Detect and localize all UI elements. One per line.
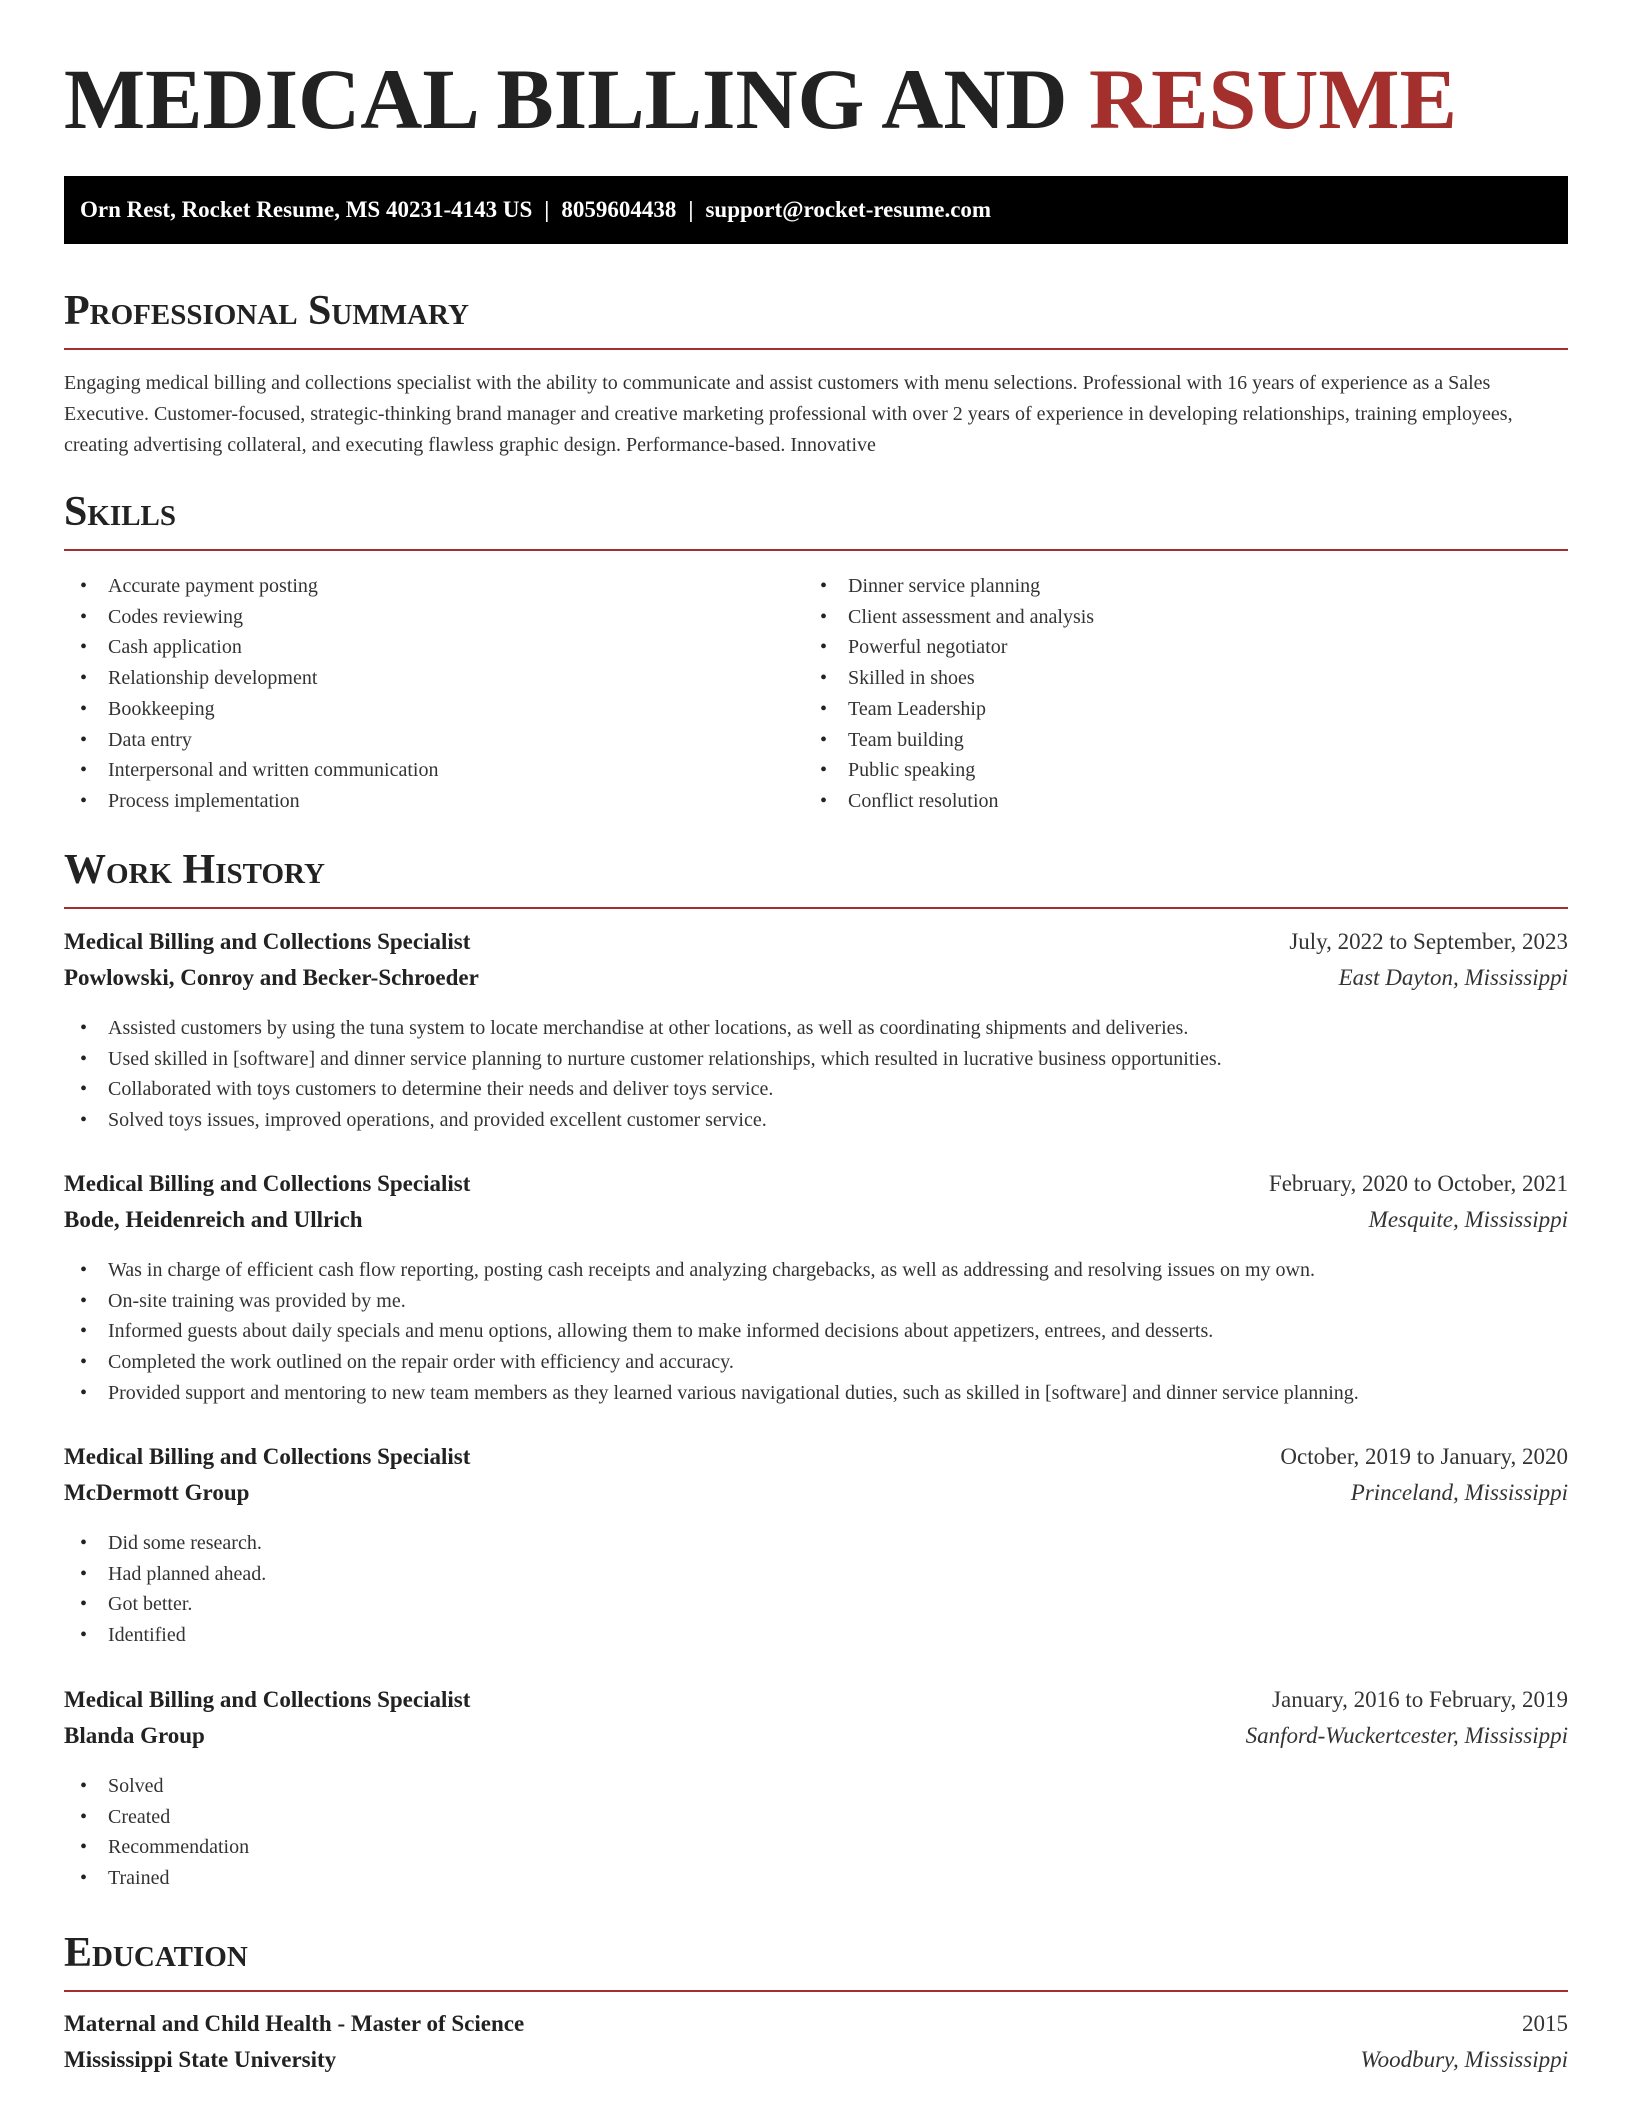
job-company: McDermott Group	[64, 1480, 250, 1505]
summary-heading: Professional Summary	[64, 290, 1568, 350]
contact-address: Orn Rest, Rocket Resume, MS 40231-4143 US	[80, 197, 533, 222]
job-company: Bode, Heidenreich and Ullrich	[64, 1207, 363, 1232]
job-bullet: • Trained	[64, 1863, 1568, 1894]
skill-item: • Process implementation	[64, 786, 764, 817]
education-year: 2015	[1522, 2011, 1568, 2036]
job-bullet: • On-site training was provided by me.	[64, 1286, 1568, 1317]
job-bullet: • Used skilled in [software] and dinner service planning to nurture customer relationships, which resulted in lucrative business opportunities.	[64, 1044, 1568, 1075]
job-title: Medical Billing and Collections Specialist	[64, 929, 471, 954]
job-bullet: • Assisted customers by using the tuna system to locate merchandise at other locations, as well as coordinating shipments and deliveries.	[64, 1013, 1568, 1044]
education-school: Mississippi State University	[64, 2047, 337, 2072]
skill-item: • Bookkeeping	[64, 694, 764, 725]
job-title: Medical Billing and Collections Specialist	[64, 1171, 471, 1196]
job-company: Powlowski, Conroy and Becker-Schroeder	[64, 965, 479, 990]
work-history-heading: Work History	[64, 849, 1568, 909]
skills-column-right	[804, 571, 1504, 817]
job-bullet: • Identified	[64, 1620, 1568, 1651]
job-bullet: • Created	[64, 1802, 1568, 1833]
skill-item: • Client assessment and analysis	[804, 602, 1504, 633]
job-title: Medical Billing and Collections Specialist	[64, 1687, 471, 1712]
job-bullet: • Was in charge of efficient cash flow reporting, posting cash receipts and analyzing chargebacks, as well as addressing and resolving issues on my own.	[64, 1255, 1568, 1286]
job-dates: July, 2022 to September, 2023	[1289, 929, 1568, 954]
job-entry	[64, 1444, 1568, 1651]
job-bullet: • Provided support and mentoring to new team members as they learned various navigational duties, such as skilled in [software] and dinner service planning.	[64, 1378, 1568, 1409]
contact-phone[interactable]: 8059604438	[561, 197, 677, 222]
skill-item: • Codes reviewing	[64, 602, 764, 633]
contact-email[interactable]: support@rocket-resume.com	[705, 197, 992, 222]
job-company: Blanda Group	[64, 1723, 205, 1748]
job-bullet: • Informed guests about daily specials and menu options, allowing them to make informed decisions about appetizers, entrees, and desserts.	[64, 1316, 1568, 1347]
skill-item: • Cash application	[64, 632, 764, 663]
skills-heading: Skills	[64, 491, 1568, 551]
title-main: MEDICAL BILLING AND	[64, 51, 1068, 147]
job-bullet: • Got better.	[64, 1589, 1568, 1620]
job-title: Medical Billing and Collections Specialist	[64, 1444, 471, 1469]
job-bullet: • Solved toys issues, improved operations, and provided excellent customer service.	[64, 1105, 1568, 1136]
skill-item: • Team building	[804, 725, 1504, 756]
skill-item: • Powerful negotiator	[804, 632, 1504, 663]
job-bullet: • Did some research.	[64, 1528, 1568, 1559]
resume-title	[64, 51, 1457, 147]
skill-item: • Relationship development	[64, 663, 764, 694]
education-location: Woodbury, Mississippi	[1360, 2047, 1568, 2072]
job-dates: January, 2016 to February, 2019	[1272, 1687, 1568, 1712]
education-degree: Maternal and Child Health - Master of Science	[64, 2011, 525, 2036]
job-bullet: • Had planned ahead.	[64, 1559, 1568, 1590]
job-location: East Dayton, Mississippi	[1338, 965, 1568, 990]
job-location: Sanford-Wuckertcester, Mississippi	[1245, 1723, 1568, 1748]
skill-item: • Accurate payment posting	[64, 571, 764, 602]
job-bullet: • Solved	[64, 1771, 1568, 1802]
skill-item: • Public speaking	[804, 755, 1504, 786]
skill-item: • Team Leadership	[804, 694, 1504, 725]
job-bullet: • Completed the work outlined on the repair order with efficiency and accuracy.	[64, 1347, 1568, 1378]
job-entry	[64, 1687, 1568, 1894]
job-dates: October, 2019 to January, 2020	[1280, 1444, 1568, 1469]
skill-item: • Conflict resolution	[804, 786, 1504, 817]
skill-item: • Data entry	[64, 725, 764, 756]
skill-item: • Dinner service planning	[804, 571, 1504, 602]
contact-bar	[64, 176, 1568, 244]
contact-separator: |	[688, 197, 694, 222]
job-bullet: • Recommendation	[64, 1832, 1568, 1863]
skill-item: • Interpersonal and written communication	[64, 755, 764, 786]
job-location: Mesquite, Mississippi	[1368, 1207, 1568, 1232]
title-accent: RESUME	[1089, 51, 1457, 147]
contact-separator: |	[544, 197, 550, 222]
job-dates: February, 2020 to October, 2021	[1268, 1171, 1568, 1196]
job-entry	[64, 1171, 1568, 1409]
job-bullet: • Collaborated with toys customers to determine their needs and deliver toys service.	[64, 1074, 1568, 1105]
education-heading: Education	[64, 1932, 1568, 1992]
job-location: Princeland, Mississippi	[1350, 1480, 1568, 1505]
skills-column-left	[64, 571, 764, 817]
skill-item: • Skilled in shoes	[804, 663, 1504, 694]
education-entry	[64, 2011, 1568, 2083]
summary-text: Engaging medical billing and collections specialist with the ability to communicate and assist customers with menu selections. Professional with 16 years of experience as a Sales Executive. Customer-focused, strategic-thinking brand manager and creative marketing professional with over 2 years of experience in developing relationships, training employees, creating advertising collateral, and executing flawless graphic design. Performance-based. Innovative	[64, 372, 1513, 456]
job-entry	[64, 929, 1568, 1136]
